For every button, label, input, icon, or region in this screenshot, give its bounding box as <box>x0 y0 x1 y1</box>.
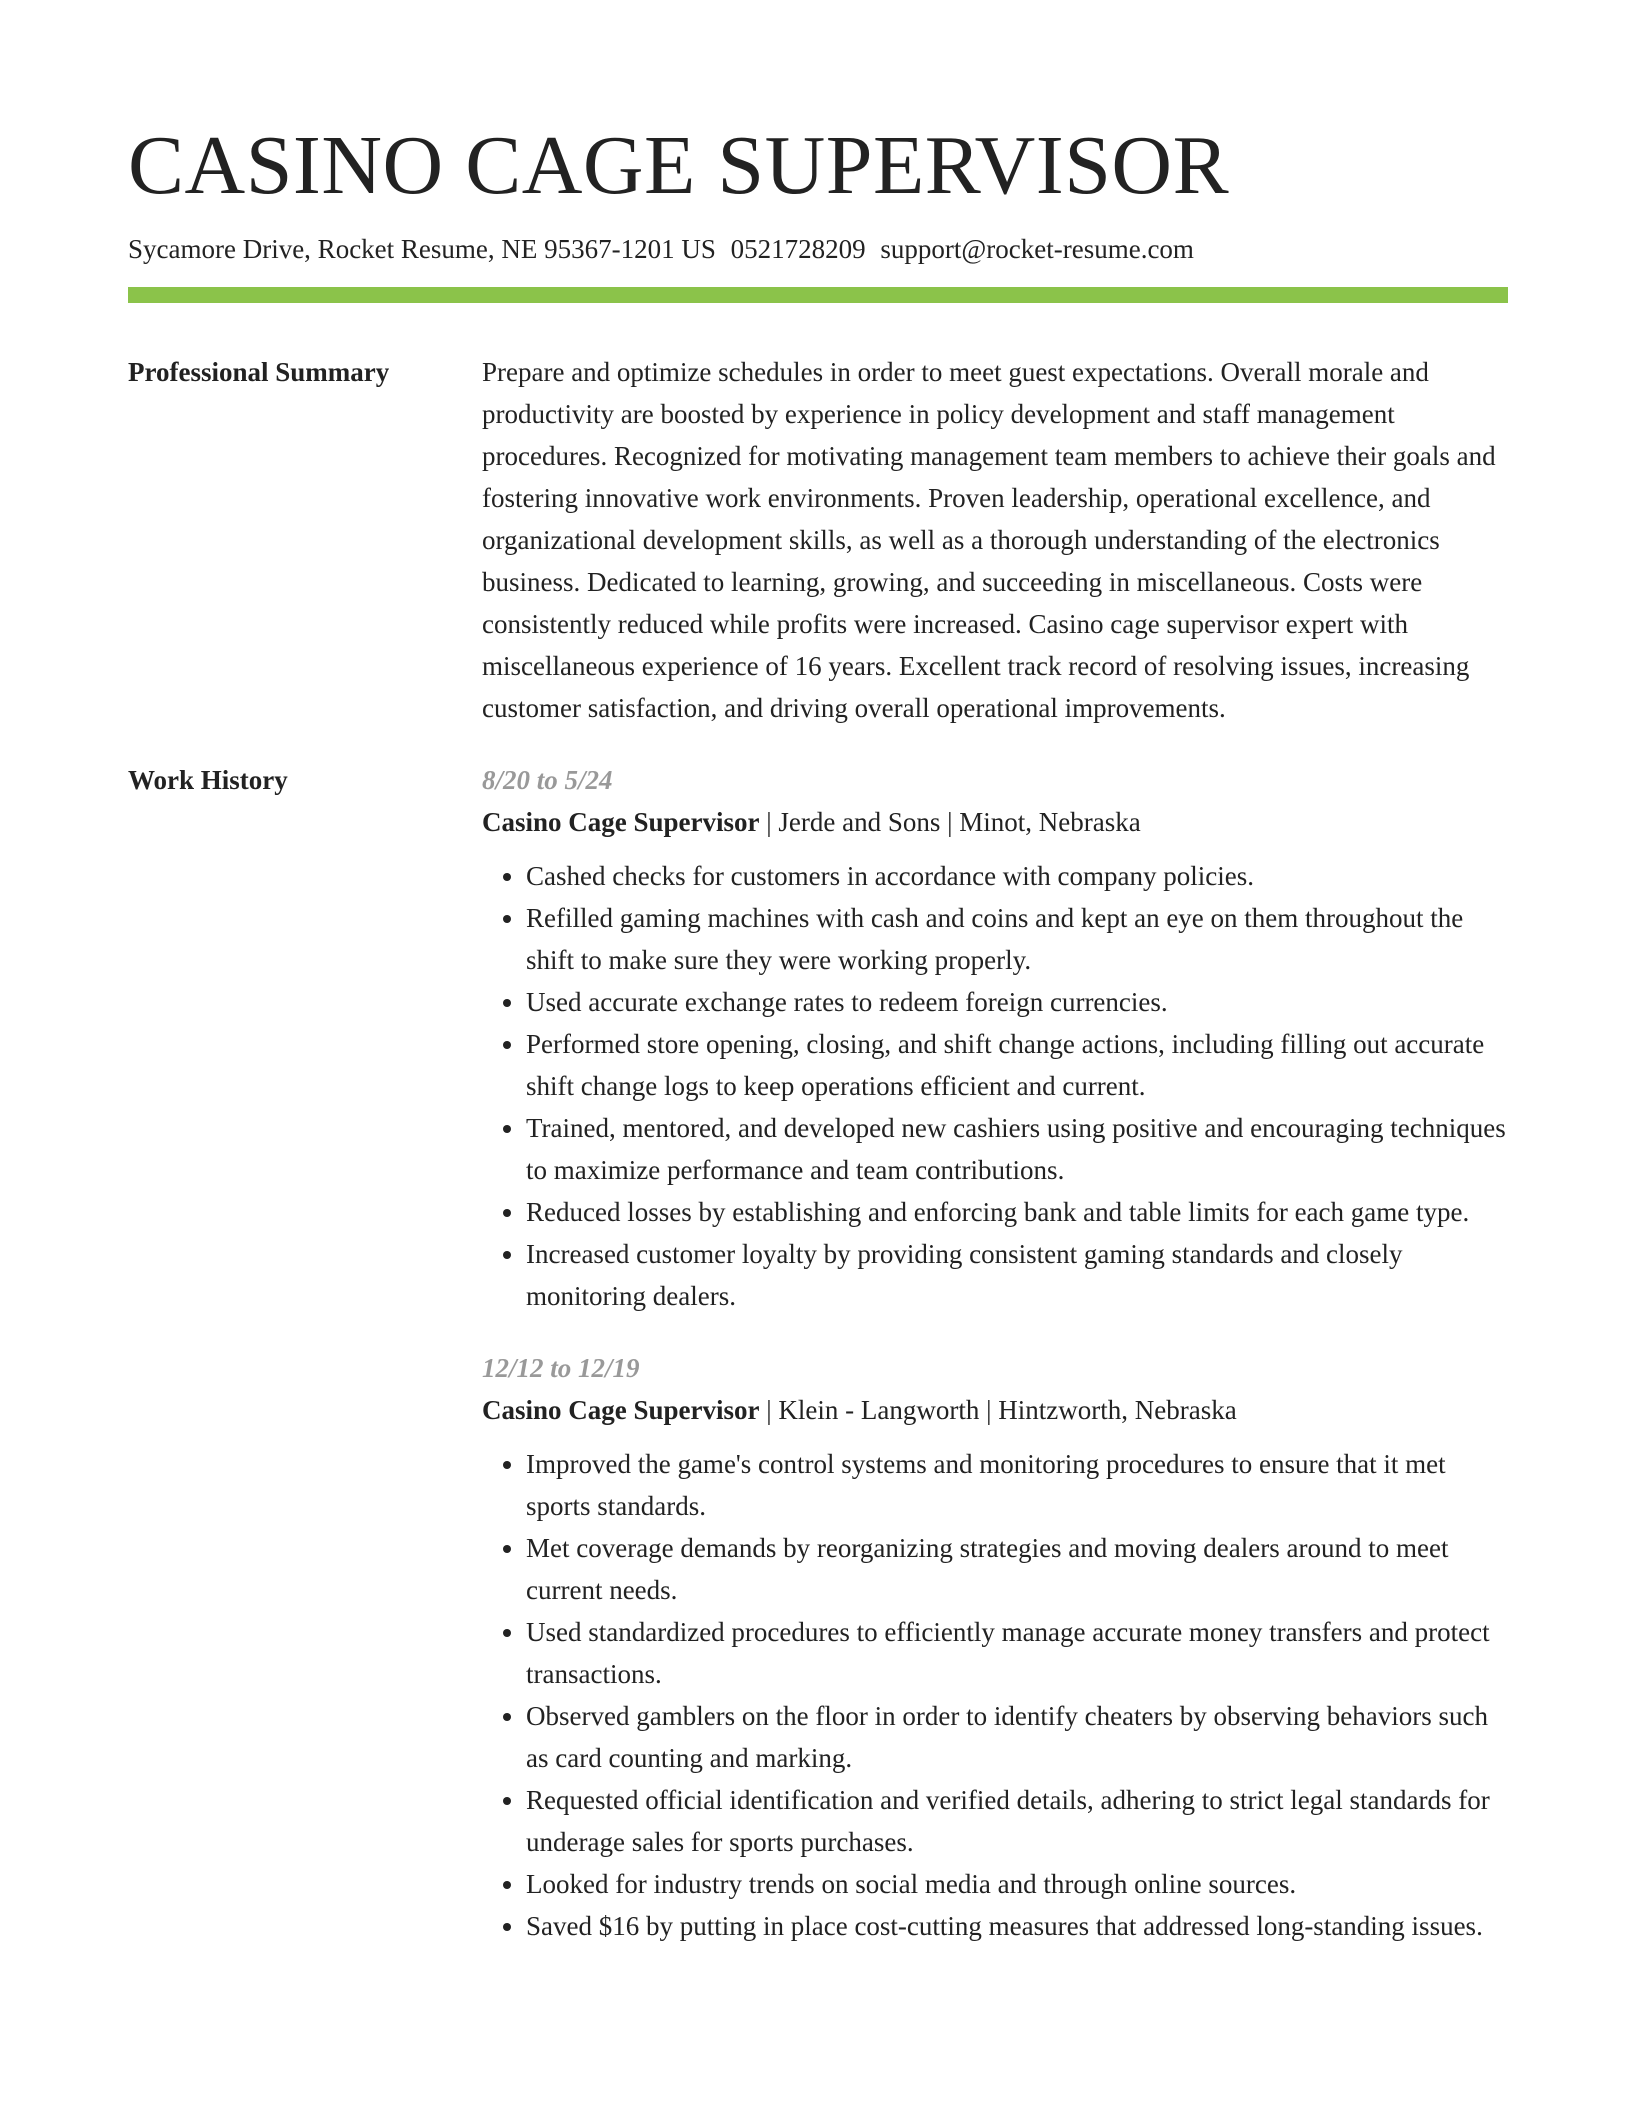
job-bullet: • Performed store opening, closing, and shift change actions, including filling out accurate shift change logs to keep operations efficient and current. <box>526 1023 1508 1107</box>
summary-text: Prepare and optimize schedules in order to meet guest expectations. Overall morale and productivity are boosted by experience in policy development and staff management procedures. Recognized for motivating management team members to achieve their goals and fostering innovative work environments. Proven leadership, operational excellence, and organizational development skills, as well as a thorough understanding of the electronics business. Dedicated to learning, growing, and succeeding in miscellaneous. Costs were consistently reduced while profits were increased. Casino cage supervisor expert with miscellaneous experience of 16 years. Excellent track record of resolving issues, increasing customer satisfaction, and driving overall operational improvements. <box>482 357 1496 724</box>
job-bullet: • Trained, mentored, and developed new cashiers using positive and encouraging techniques to maximize performance and team contributions. <box>526 1107 1508 1191</box>
job-bullet: • Saved $16 by putting in place cost-cutting measures that addressed long-standing issues. <box>526 1905 1508 1947</box>
contact-phone: 0521728209 <box>730 234 866 265</box>
job-entry <box>482 1347 1508 1947</box>
resume-title: CASINO CAGE SUPERVISOR <box>128 119 1230 212</box>
job-employer-location: | Klein - Langworth | Hintzworth, Nebraska <box>759 1395 1237 1426</box>
resume-page <box>128 120 1508 1947</box>
job-heading <box>482 801 1508 843</box>
job-title: Casino Cage Supervisor <box>482 1395 760 1426</box>
job-bullet: • Refilled gaming machines with cash and coins and kept an eye on them throughout the shift to make sure they were working properly. <box>526 897 1508 981</box>
job-bullet: • Increased customer loyalty by providing consistent gaming standards and closely monitoring dealers. <box>526 1233 1508 1317</box>
accent-divider <box>128 287 1508 303</box>
work-history-body <box>482 759 1508 1947</box>
job-bullet: • Cashed checks for customers in accordance with company policies. <box>526 855 1508 897</box>
summary-section <box>128 351 1508 729</box>
job-employer-location: | Jerde and Sons | Minot, Nebraska <box>759 807 1141 838</box>
section-label-work-history: Work History <box>128 765 288 796</box>
job-bullet: • Looked for industry trends on social media and through online sources. <box>526 1863 1508 1905</box>
section-label-summary: Professional Summary <box>128 357 390 388</box>
job-entry <box>482 759 1508 1317</box>
job-bullet-list <box>482 855 1508 1317</box>
job-bullet: • Observed gamblers on the floor in order to identify cheaters by observing behaviors such as card counting and marking. <box>526 1695 1508 1779</box>
job-bullet: • Used standardized procedures to efficiently manage accurate money transfers and protect transactions. <box>526 1611 1508 1695</box>
job-bullet: • Used accurate exchange rates to redeem foreign currencies. <box>526 981 1508 1023</box>
job-bullet: • Met coverage demands by reorganizing strategies and moving dealers around to meet current needs. <box>526 1527 1508 1611</box>
job-bullet: • Requested official identification and verified details, adhering to strict legal standards for underage sales for sports purchases. <box>526 1779 1508 1863</box>
contact-email[interactable]: support@rocket-resume.com <box>880 234 1194 265</box>
job-bullet: • Reduced losses by establishing and enforcing bank and table limits for each game type. <box>526 1191 1508 1233</box>
job-heading <box>482 1389 1508 1431</box>
work-history-section <box>128 759 1508 1947</box>
job-bullet-list <box>482 1443 1508 1947</box>
job-dates: 8/20 to 5/24 <box>482 765 613 796</box>
contact-address: Sycamore Drive, Rocket Resume, NE 95367-1201 US <box>128 234 716 265</box>
contact-line <box>128 232 1508 267</box>
job-bullet: • Improved the game's control systems and monitoring procedures to ensure that it met sports standards. <box>526 1443 1508 1527</box>
job-dates: 12/12 to 12/19 <box>482 1353 640 1384</box>
job-title: Casino Cage Supervisor <box>482 807 760 838</box>
